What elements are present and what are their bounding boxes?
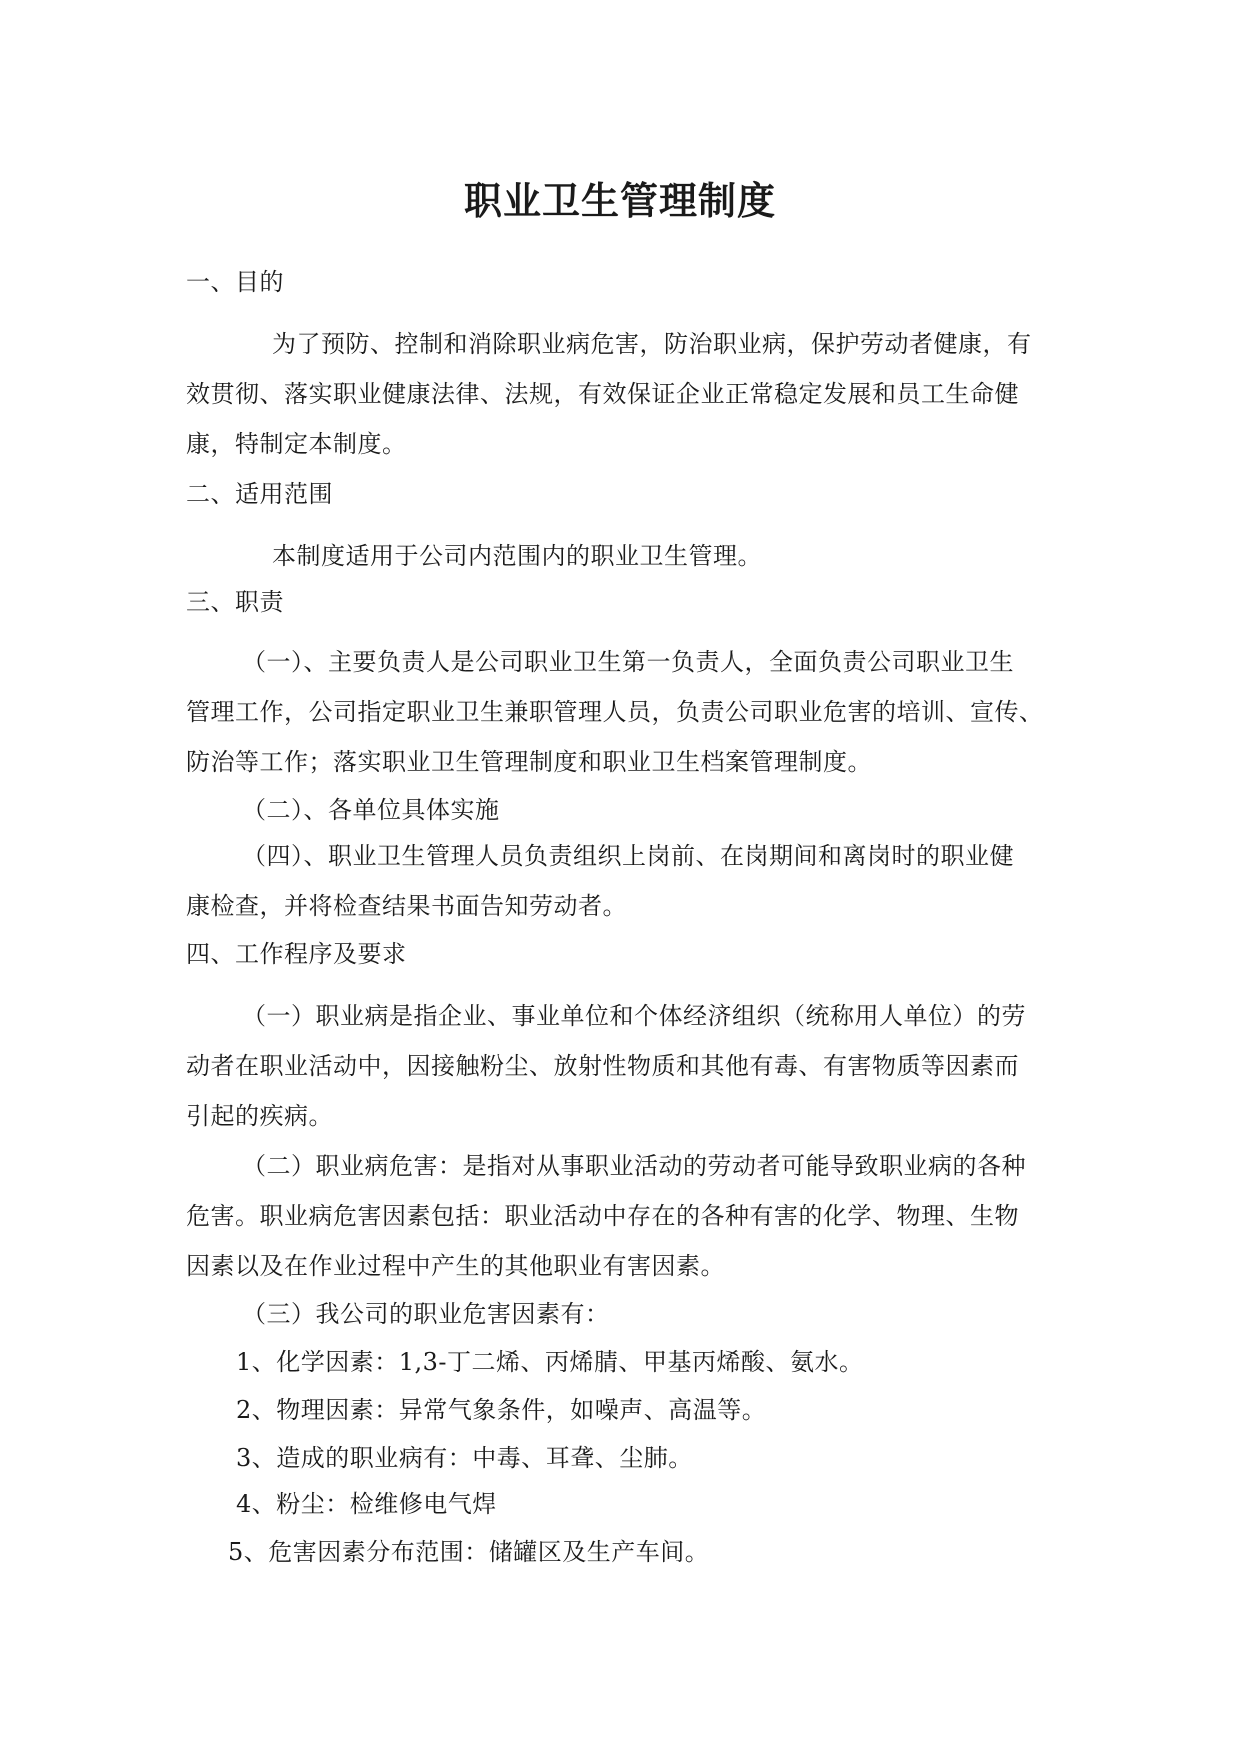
paragraph-line: 本制度适用于公司内范围内的职业卫生管理。 [272,542,762,570]
paragraph-line: 康，特制定本制度。 [186,430,407,458]
paragraph-line: （三）我公司的职业危害因素有： [242,1300,610,1328]
list-item: 5、危害因素分布范围：储罐区及生产车间。 [228,1538,710,1566]
list-item: 1、化学因素：1,3-丁二烯、丙烯腈、甲基丙烯酸、氨水。 [236,1348,864,1376]
list-item: 2、物理因素：异常气象条件，如噪声、高温等。 [236,1396,767,1424]
section-heading-scope: 二、适用范围 [186,480,333,508]
document-title: 职业卫生管理制度 [463,178,776,223]
paragraph-line: （二）职业病危害：是指对从事职业活动的劳动者可能导致职业病的各种 [242,1152,1026,1180]
paragraph-line: 引起的疾病。 [186,1102,333,1130]
paragraph-line: （一）职业病是指企业、事业单位和个体经济组织（统称用人单位）的劳 [242,1002,1026,1030]
paragraph-line: 动者在职业活动中，因接触粉尘、放射性物质和其他有毒、有害物质等因素而 [186,1052,1019,1080]
section-heading-duties: 三、职责 [186,588,284,616]
section-heading-procedures: 四、工作程序及要求 [186,940,407,968]
paragraph-line: （二）、各单位具体实施 [242,796,500,824]
paragraph-line: 危害。职业病危害因素包括：职业活动中存在的各种有害的化学、物理、生物 [186,1202,1019,1230]
paragraph-line: 康检查，并将检查结果书面告知劳动者。 [186,892,627,920]
paragraph-line: 因素以及在作业过程中产生的其他职业有害因素。 [186,1252,725,1280]
list-item: 4、粉尘：检维修电气焊 [236,1490,497,1518]
paragraph-line: 为了预防、控制和消除职业病危害，防治职业病，保护劳动者健康，有 [272,330,1032,358]
paragraph-line: 防治等工作；落实职业卫生管理制度和职业卫生档案管理制度。 [186,748,872,776]
section-heading-purpose: 一、目的 [186,268,284,296]
list-item: 3、造成的职业病有：中毒、耳聋、尘肺。 [236,1444,693,1472]
paragraph-line: 管理工作，公司指定职业卫生兼职管理人员，负责公司职业危害的培训、宣传、 [186,698,1044,726]
paragraph-line: （一）、主要负责人是公司职业卫生第一负责人，全面负责公司职业卫生 [242,648,1014,676]
paragraph-line: 效贯彻、落实职业健康法律、法规，有效保证企业正常稳定发展和员工生命健 [186,380,1019,408]
paragraph-line: （四）、职业卫生管理人员负责组织上岗前、在岗期间和离岗时的职业健 [242,842,1014,870]
